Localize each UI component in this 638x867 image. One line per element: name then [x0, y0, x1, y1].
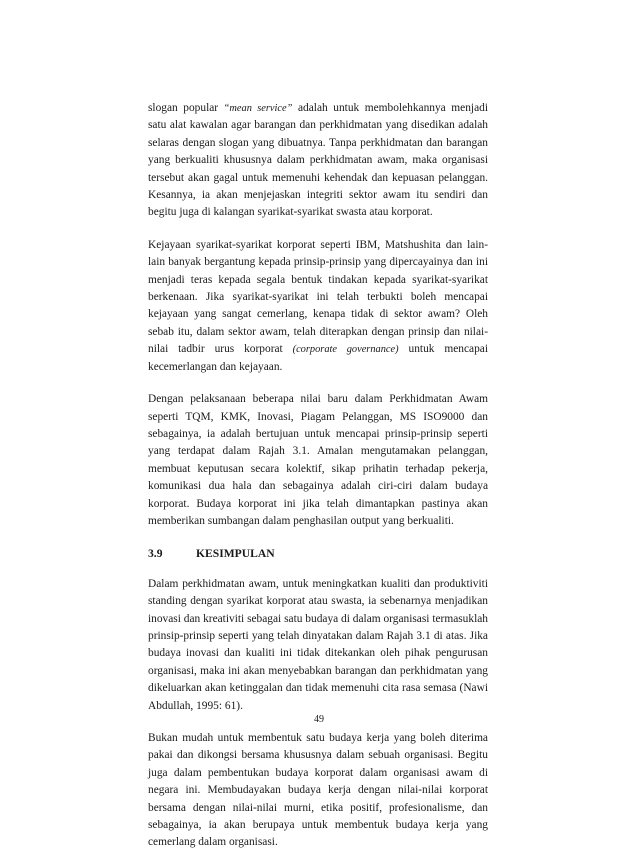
paragraph-3: Dengan pelaksanaan beberapa nilai baru dalam Perkhidmatan Awam seperti TQM, KMK, Inovasi, Piagam Pelanggan, MS ISO9000 dan sebagainya, ia adalah bertujuan untuk mencapai prinsip-prinsip seperti yang terdapat dalam Rajah 3.1. Amalan mengutamakan pelanggan, membuat keputusan secara kolektif, sikap prihatin terhadap pekerja, komunikasi dua hala dan sebagainya adalah ciri-ciri dalam budaya korporat. Budaya korporat ini jika telah dimantapkan pastinya akan memberikan sumbangan dalam penghasilan output yang berkualiti. — [148, 393, 488, 527]
paragraph-4: Dalam perkhidmatan awam, untuk meningkatkan kualiti dan produktiviti standing dengan syarikat korporat atau swasta, ia sebenarnya menjadikan inovasi dan kreativiti sebagai satu budaya di dalam organisasi termasuklah prinsip-prinsip seperti yang telah dinyatakan dalam Rajah 3.1 di atas. Jika budaya inovasi dan kualiti ini tidak ditekankan oleh pihak pengurusan organisasi, maka ini akan menyebabkan barangan dan perkhidmatan yang dikeluarkan akan ketinggalan dan tidak memenuhi cita rasa semasa (Nawi Abdullah, 1995: 61). — [148, 577, 488, 712]
page-body — [148, 100, 488, 867]
paragraph-1-text-end: adalah untuk membolehkannya menjadi satu alat kawalan agar barangan dan perkhidmatan yang disedikan adalah selaras dengan slogan yang dibuatnya. Tanpa perkhidmatan dan barangan yang berkualiti khususnya dalam perkhidmatan awam, maka organisasi tersebut akan gagal untuk memenuhi kehendak dan kepuasan pelanggan. Kesannya, ia akan menjejaskan integriti sektor awam itu sendiri dan begitu juga di kalangan syarikat-syarikat swasta atau korporat. — [148, 102, 488, 219]
paragraph-2-text-end: untuk mencapai kecemerlangan dan kejayaan. — [148, 343, 488, 373]
paragraph-1 — [148, 100, 488, 222]
section-title: KESIMPULAN — [196, 547, 275, 561]
paragraph-2-italic-term: (corporate governance) — [292, 344, 399, 356]
page-number: 49 — [314, 714, 324, 725]
paragraph-2 — [148, 237, 488, 376]
section-heading — [148, 545, 488, 562]
paragraph-1-text-start: slogan popular — [148, 102, 224, 114]
paragraph-2-text-start: Kejayaan syarikat-syarikat korporat seperti IBM, Matshushita dan lain-lain banyak bergantung kepada prinsip-prinsip yang dipercayainya dan ini menjadi teras kepada segala bentuk tindakan kepada syarikat-syarikat berkenaan. Jika syarikat-syarikat ini telah terbukti boleh mencapai kejayaan yang sangat cemerlang, kenapa tidak di sektor awam? Oleh sebab itu, dalam sektor awam, telah diterapkan dengan prinsip dan nilai-nilai tadbir urus korporat — [148, 238, 488, 356]
section-number: 3.9 — [148, 547, 163, 561]
paragraph-5: Bukan mudah untuk membentuk satu budaya kerja yang boleh diterima pakai dan dikongsi bersama khususnya dalam sebuah organisasi. Begitu juga dalam pembentukan budaya korporat dalam organisasi awam di negara ini. Membudayakan budaya kerja dengan nilai-nilai korporat bersama dengan nilai-nilai murni, etika positif, profesionalisme, dan sebagainya, ia akan berupaya untuk membentuk budaya kerja yang cemerlang dalam organisasi. — [148, 732, 488, 849]
paragraph-1-italic-term: “mean service” — [223, 103, 293, 114]
